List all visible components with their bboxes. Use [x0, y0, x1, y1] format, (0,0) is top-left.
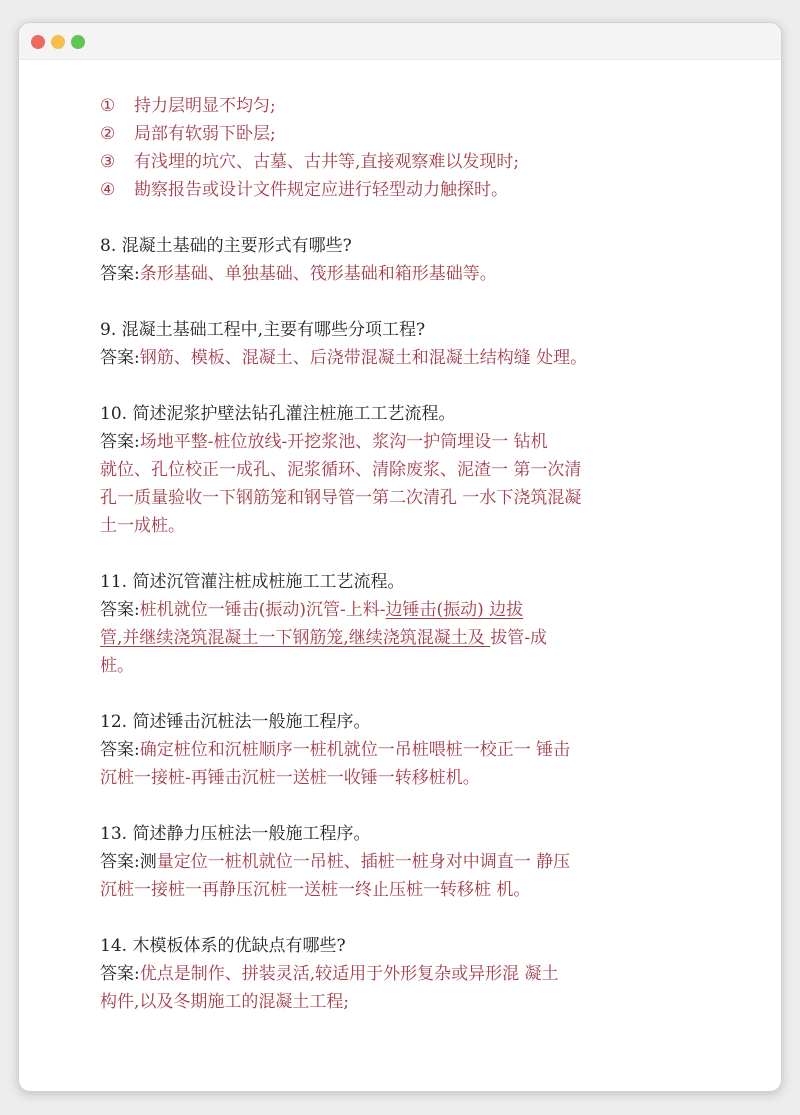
- list-marker: ①: [100, 96, 116, 116]
- answer-text: 场地平整-桩位放线-开挖浆池、浆沟一护筒埋设一 钻机: [139, 432, 548, 452]
- question-8: 8. 混凝土基础的主要形式有哪些?: [100, 236, 352, 256]
- list-item: [100, 92, 700, 120]
- question-9: 9. 混凝土基础工程中,主要有哪些分项工程?: [100, 320, 426, 340]
- answer-10-line: [100, 428, 700, 456]
- list-item-text: 持力层明显不均匀;: [134, 96, 276, 116]
- list-item: [100, 120, 700, 148]
- question-12: 12. 简述锤击沉桩法一般施工程序。: [100, 712, 371, 732]
- answer-label: 答案:: [100, 432, 140, 452]
- answer-13-line: 沉桩一接桩一再静压沉桩一送桩一终止压桩一转移桩 机。: [100, 880, 531, 900]
- answer-label: 答案:: [100, 964, 140, 984]
- answer-14-line: 构件,以及冬期施工的混凝土工程;: [100, 992, 350, 1012]
- answer-text: 确定桩位和沉桩顺序一桩机就位一吊桩喂桩一校正一 锤击: [139, 740, 571, 760]
- list-item-text: 勘察报告或设计文件规定应进行轻型动力触探时。: [134, 180, 508, 200]
- question-13: 13. 简述静力压桩法一般施工程序。: [100, 824, 371, 844]
- list-item: [100, 176, 700, 204]
- answer-text: 测: [139, 852, 157, 872]
- answer-label: 答案:: [100, 348, 140, 368]
- answer-9: [100, 344, 700, 372]
- question-11: 11. 简述沉管灌注桩成桩施工工艺流程。: [100, 572, 405, 592]
- answer-8: [100, 260, 700, 288]
- answer-11-line: [100, 624, 700, 652]
- answer-13-line: [100, 848, 700, 876]
- answer-14-line: [100, 960, 700, 988]
- document-content: [100, 92, 700, 1016]
- list-marker: ④: [100, 180, 116, 200]
- answer-text: 钢筋、模板、混凝土、后浇带混凝土和混凝土结构缝 处理。: [139, 348, 588, 368]
- close-window-icon[interactable]: [31, 35, 45, 49]
- answer-10-line: 就位、孔位校正一成孔、泥浆循环、清除废浆、泥渣一 第一次清: [100, 460, 582, 480]
- list-item-text: 有浅埋的坑穴、古墓、古井等,直接观察难以发现时;: [134, 152, 520, 172]
- question-14: 14. 木模板体系的优缺点有哪些?: [100, 936, 346, 956]
- answer-label: 答案:: [100, 264, 140, 284]
- minimize-window-icon[interactable]: [51, 35, 65, 49]
- list-marker: ③: [100, 152, 116, 172]
- answer-10-line: 土一成桩。: [100, 516, 185, 536]
- answer-12-line: [100, 736, 700, 764]
- answer-11-line: [100, 596, 700, 624]
- answer-underlined-text: 管,并继续浇筑混凝土一下钢筋笼,继续浇筑混凝土及: [100, 628, 491, 648]
- answer-text: 优点是制作、拼装灵活,较适用于外形复杂或异形混 凝土: [139, 964, 559, 984]
- answer-12-line: 沉桩一接桩-再锤击沉桩一送桩一收锤一转移桩机。: [100, 768, 480, 788]
- question-10: 10. 简述泥浆护壁法钻孔灌注桩施工工艺流程。: [100, 404, 456, 424]
- answer-underlined-text: 边锤击(振动) 边拔: [385, 600, 524, 620]
- answer-label: 答案:: [100, 740, 140, 760]
- maximize-window-icon[interactable]: [71, 35, 85, 49]
- answer-text: 桩机就位一锤击(振动)沉管-上料-: [139, 600, 386, 620]
- answer-text: 拔管-成: [490, 628, 547, 648]
- answer-text: 量定位一桩机就位一吊桩、插桩一桩身对中调直一 静压: [156, 852, 571, 872]
- answer-text: 条形基础、单独基础、筏形基础和箱形基础等。: [139, 264, 497, 284]
- answer-11-line: 桩。: [100, 656, 134, 676]
- list-marker: ②: [100, 124, 116, 144]
- answer-label: 答案:: [100, 852, 140, 872]
- list-item-text: 局部有软弱下卧层;: [134, 124, 276, 144]
- answer-10-line: 孔一质量验收一下钢筋笼和钢导管一第二次清孔 一水下浇筑混凝: [100, 488, 582, 508]
- title-bar: [19, 23, 781, 60]
- list-item: [100, 148, 700, 176]
- answer-label: 答案:: [100, 600, 140, 620]
